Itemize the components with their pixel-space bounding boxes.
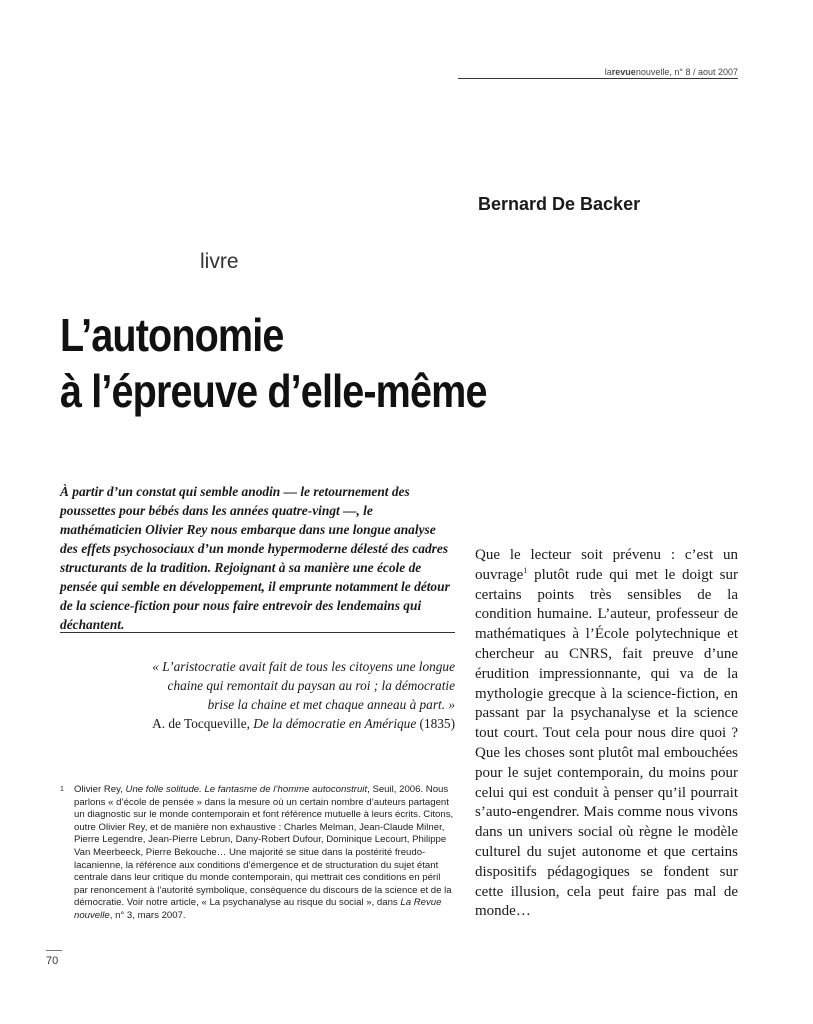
journal-suffix: nouvelle [635,67,670,77]
title-line-1: L’autonomie [60,309,284,361]
page-number-rule [46,950,62,951]
footnote-text-start: Olivier Rey, [74,784,126,795]
footnote-journal: La Revue nouvelle [74,897,442,921]
page-number: 70 [46,955,59,967]
footnote-ref[interactable]: 1 [523,565,528,575]
running-header [458,67,740,77]
section-label: livre [200,250,239,273]
epigraph-author: A. de Tocqueville, [152,716,254,731]
body-part-1: Que le lecteur soit prévenu : c’est un ouvrage [475,547,738,583]
author-name: Bernard De Backer [478,194,641,214]
body-part-2: plutôt rude qui met le doigt sur certains points très sensibles de la condition humaine. L’auteur, professeur de mathématiques à l’École polytechnique et chercheur au CNRS, fait preuve d’une érudition impressionnante, qui va de la mythologie grecque à la science-fiction, en passant par la psychanalyse et la science tout court. Tout cela pour nous dire quoi ? Que les choses sont plutôt mal embouchées pour le sujet contemporain, du moins pour celui qui est conduit à penser qu’il pourrait s’auto-engendrer. Mais comme nous vivons dans un univers social où règne le modèle culturel du sujet autonome et que certains dispositifs pédagogiques se fondent sur cette illusion, cela peut faire pas mal de monde… [475,566,738,920]
header-rule [458,78,738,79]
footnote-text-end: , n° 3, mars 2007. [109,909,186,921]
abstract: À partir d’un constat qui semble anodin — le retournement des poussettes pour bébés dans les années quatre-vingt —, le mathématicien Olivier Rey nous embarque dans une longue analyse des effets psychosociaux d’un monde hypermoderne délesté des cadres structurants de la tradition. Rejoignant à sa manière une école de pensée qui semble en développement, il emprunte notamment le détour de la science-fiction pour nous faire entrevoir des lendemains qui déchantent. [60,484,450,632]
footnote-text [74,784,455,923]
abstract-rule [60,632,455,633]
issue-info: , n° 8 / aout 2007 [669,67,738,77]
title-line-2: à l’épreuve d’elle-même [60,365,487,417]
journal-bold: revue [611,67,636,77]
epigraph-quote: « L’aristocratie avait fait de tous les citoyens une longue chaine qui remontait du paysan au roi ; la démocratie brise la chaine et met chaque anneau à part. » [152,659,455,712]
epigraph-year: (1835) [416,716,455,731]
footnote [60,784,455,923]
journal-prefix: la [604,67,612,77]
epigraph-source [100,716,455,732]
footnote-text-mid: , Seuil, 2006. Nous parlons « d’école de pensée » dans la mesure où un certain nombre d’auteurs partagent un diagnostic sur le monde contemporain et font référence mutuelle à leurs écrits. Citons, outre Olivier Rey, et de manière non exhaustive : Charles Melman, Jean-Claude Milner, Pierre Legendre, Jean-Pierre Lebrun, Dany-Robert Dufour, Dominique Lecourt, Philippe Van Meerbeeck, Pierre Bekouche… Une majorité se situe dans la postérité freudo-lacanienne, la référence aux conditions d’émergence et de structuration du sujet étant centrale dans leur critique du monde contemporain, qui mettrait ces conditions en péril par renoncement à l’autorité symbolique, conséquence du discours de la science et de la démocratie. Voir notre article, « La psychanalyse au risque du social », dans [74,784,454,909]
body-text [475,546,738,922]
epigraph-work: De la démocratie en Amérique [253,716,417,731]
article-title [60,307,662,419]
footnote-book-title: Une folle solitude. Le fantasme de l’homme autoconstruit [125,784,368,795]
footnote-number: 1 [60,786,64,793]
